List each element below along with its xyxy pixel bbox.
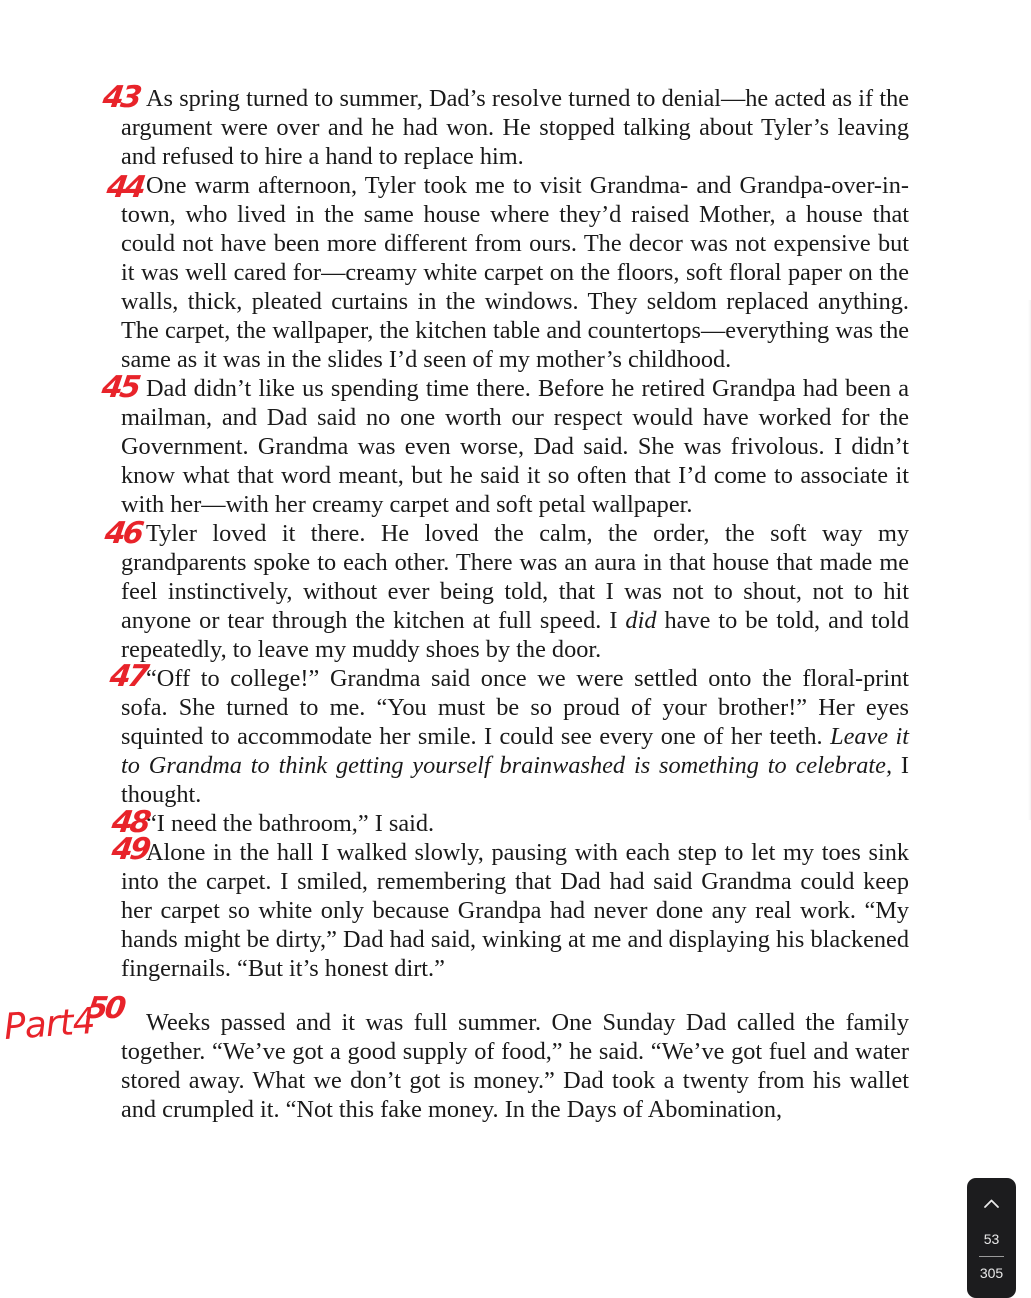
paragraph-text: One warm afternoon, Tyler took me to visit Grandma- and Grandpa-over-in-town, who lived in the same house where they’d raised Mother, a house that could not have been more different from ours. The decor was not expensive but it was well cared for—creamy white carpet on the floors, soft floral paper on the walls, thick, pleated curtains in the windows. They seldom replaced anything. The carpet, the wallpaper, the kitchen table and countertops—everything was the same as it was in the slides I’d seen of my mother’s childhood. [121,172,909,373]
handwritten-paragraph-number: 49 [109,832,151,867]
handwritten-paragraph-number: 45 [99,370,141,405]
total-pages: 305 [979,1265,1004,1281]
paragraph-text: Weeks passed and it was full summer. One Sunday Dad called the family together. “We’ve got a good supply of food,” he said. “We’ve got fuel and water stored away. What we don’t got is money.” Dad took a twenty from his wallet and crumpled it. “Not this fake money. In the Days of Abomination, [121,1009,909,1123]
paragraph-text: I thought. [121,752,909,808]
handwritten-paragraph-number: 50 [84,991,126,1026]
paragraph-text: “Off to college!” Grandma said once we were settled onto the floral-print sofa. She turned to me. “You must be so proud of your brother!” Her eyes squinted to accommodate her smile. I could see every one of her teeth. [121,665,909,750]
page-indicator[interactable] [967,1178,1016,1298]
italic-text: did [625,607,657,634]
handwritten-paragraph-number: 43 [100,80,142,115]
paragraph [109,805,909,840]
paragraph-text: have to be told, and told repeatedly, to leave my muddy shoes by the door. [121,607,909,663]
handwritten-paragraph-number: 48 [109,805,151,840]
paragraph-text: Tyler loved it there. He loved the calm, the order, the soft way my grandparents spoke to each other. There was an aura in that house that made me feel instinctively, without ever being told, that I was not to shout, not to hit anyone or tear through the kitchen at full speed. I [121,520,909,634]
current-page-number: 53 [983,1231,1000,1247]
page-separator [979,1256,1004,1257]
paragraph-text: As spring turned to summer, Dad’s resolve turned to denial—he acted as if the argument were over and he had won. He stopped talking about Tyler’s leaving and refused to hire a hand to replace him. [121,85,909,170]
text-column [84,80,909,1124]
part-annotation: Part4 [2,1000,96,1049]
paragraph [100,80,909,171]
paragraph-text: Dad didn’t like us spending time there. Before he retired Grandpa had been a mailman, and Dad said no one worth our respect would have worked for the Government. Grandma was even worse, Dad said. She was frivolous. I didn’t know what that word meant, but he said it so often that I’d come to associate it with her—with her creamy carpet and soft petal wallpaper. [121,375,909,518]
paragraph-text: Alone in the hall I walked slowly, pausing with each step to let my toes sink into the carpet. I smiled, remembering that Dad had said Grandma could keep her carpet so white only because Grandpa had never done any real work. “My hands might be dirty,” Dad had said, winking at me and displaying his blackened fingernails. “But it’s honest dirt.” [121,839,909,982]
paragraph-text: “I need the bathroom,” I said. [146,810,435,837]
paragraph [104,170,909,374]
handwritten-paragraph-number: 44 [104,170,146,205]
paragraph [99,370,909,519]
paragraph [107,659,909,809]
paragraph [84,991,909,1124]
chevron-up-icon[interactable] [967,1194,1016,1214]
handwritten-paragraph-number: 46 [102,516,144,551]
paragraph [102,516,909,664]
handwritten-paragraph-number: 47 [107,659,149,694]
italic-text: Leave it to Grandma to think getting yourself brainwashed is something to celebrate, [121,723,909,779]
paragraph [109,832,909,983]
